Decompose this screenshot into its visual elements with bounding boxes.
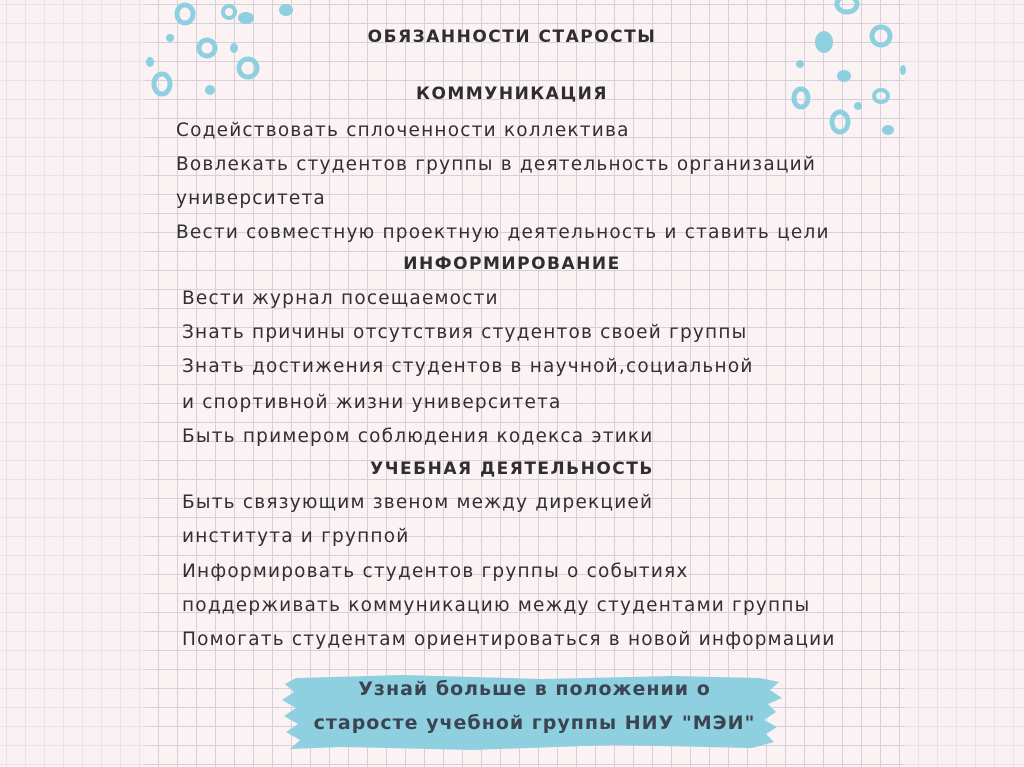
list-item: Знать достижения студентов в научной,социальной <box>182 356 754 377</box>
list-item: Помогать студентам ориентироваться в новой информации <box>182 629 836 650</box>
list-item: института и группой <box>182 526 410 547</box>
list-item: университета <box>176 188 326 209</box>
section-heading-informing: ИНФОРМИРОВАНИЕ <box>403 254 621 274</box>
list-item: Быть примером соблюдения кодекса этики <box>182 426 654 447</box>
banner-line-1: Узнай больше в положении о <box>358 678 711 700</box>
list-item: Информировать студентов группы о событиях <box>182 561 689 582</box>
list-item: поддерживать коммуникацию между студентами группы <box>182 595 811 616</box>
section-heading-study: УЧЕБНАЯ ДЕЯТЕЛЬНОСТЬ <box>370 459 654 479</box>
list-item: Вести совместную проектную деятельность и ставить цели <box>176 222 830 243</box>
list-item: Вести журнал посещаемости <box>182 288 499 309</box>
banner-line-2: старосте учебной группы НИУ "МЭИ" <box>313 712 756 734</box>
info-banner <box>282 674 787 752</box>
list-item: Вовлекать студентов группы в деятельность организаций <box>176 154 817 175</box>
right-margin <box>904 0 1024 767</box>
list-item: Быть связующим звеном между дирекцией <box>182 492 654 513</box>
decorative-dots-icon <box>778 0 908 150</box>
list-item: и спортивной жизни университета <box>182 392 562 413</box>
list-item: Знать причины отсутствия студентов своей группы <box>182 322 748 343</box>
list-item: Содействовать сплоченности коллектива <box>176 120 630 141</box>
page-title: ОБЯЗАННОСТИ СТАРОСТЫ <box>367 27 657 47</box>
left-margin <box>0 0 145 767</box>
section-heading-communication: КОММУНИКАЦИЯ <box>416 84 608 104</box>
